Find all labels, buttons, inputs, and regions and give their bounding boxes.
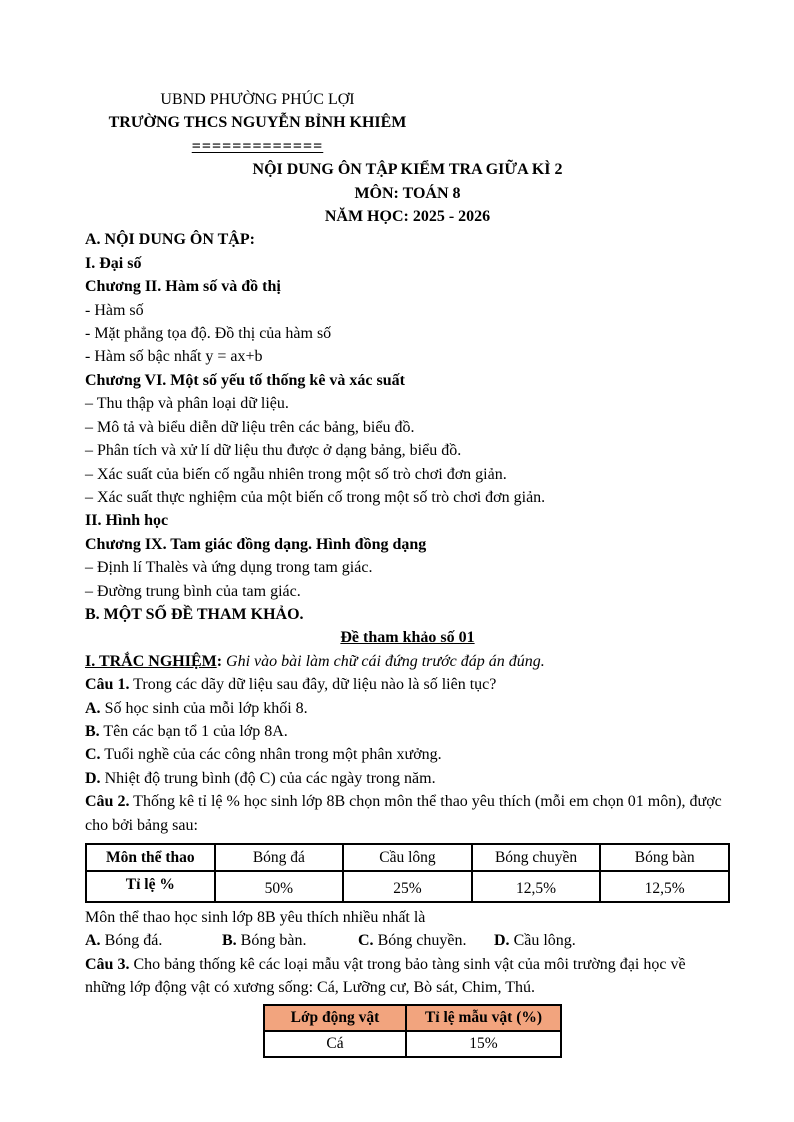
table-row: [264, 1005, 561, 1031]
outline-item: – Phân tích và xử lí dữ liệu thu được ở dạng bảng, biểu đồ.: [85, 442, 462, 460]
part1-instruction: Ghi vào bài làm chữ cái đứng trước đáp án đúng.: [226, 652, 545, 670]
chapter9-heading: Chương IX. Tam giác đồng dạng. Hình đồng dạng: [85, 535, 427, 553]
option-text: Nhiệt độ trung bình (độ C) của các ngày trong năm.: [104, 769, 436, 787]
table-header-cell: Môn thể thao: [86, 844, 215, 871]
table-cell: Bóng chuyền: [472, 844, 601, 871]
question-1: [85, 673, 730, 696]
outline-item: – Thu thập và phân loại dữ liệu.: [85, 395, 289, 413]
document-title: NỘI DUNG ÔN TẬP KIỂM TRA GIỮA KÌ 2: [252, 161, 563, 179]
q1-option-c: [85, 743, 730, 766]
option-label: B.: [85, 722, 100, 740]
q1-option-a: [85, 697, 730, 720]
table-header-cell: Tỉ lệ mẫu vật (%): [406, 1005, 561, 1031]
table-header-cell: Tỉ lệ %: [86, 871, 215, 902]
q2-option-a: [85, 929, 222, 952]
outline-item: - Hàm số bậc nhất y = ax+b: [85, 348, 263, 366]
chapter2-heading: Chương II. Hàm số và đồ thị: [85, 278, 281, 296]
question-1-text: Trong các dãy dữ liệu sau đây, dữ liệu nào là số liên tục?: [133, 676, 497, 694]
q2-option-c: [358, 929, 494, 952]
q1-option-b: [85, 720, 730, 743]
table-cell: Bóng đá: [215, 844, 344, 871]
table-cell: Bóng bàn: [600, 844, 729, 871]
table-cell: 50%: [215, 871, 344, 902]
table-cell: 25%: [343, 871, 472, 902]
q1-option-d: [85, 767, 730, 790]
option-text: Bóng chuyền.: [377, 932, 467, 950]
outline-item: - Hàm số: [85, 301, 144, 319]
part1-colon: :: [216, 652, 223, 670]
table-cell: 15%: [406, 1031, 561, 1057]
header-separator: =============: [191, 137, 324, 155]
geometry-heading: II. Hình học: [85, 512, 169, 530]
table-cell: Cầu lông: [343, 844, 472, 871]
exam-title: [85, 626, 730, 649]
school-year-line: NĂM HỌC: 2025 - 2026: [324, 208, 491, 226]
algebra-heading: I. Đại số: [85, 254, 142, 272]
table-row: [264, 1031, 561, 1057]
table-row: [86, 844, 729, 871]
table-header-cell: Lớp động vật: [264, 1005, 406, 1031]
section-a-heading: A. NỘI DUNG ÔN TẬP:: [85, 231, 255, 249]
q2-option-b: [222, 929, 358, 952]
q2-option-d: [494, 929, 576, 952]
question-3-label: Câu 3.: [85, 955, 130, 973]
outline-item: – Xác suất của biến cố ngẫu nhiên trong một số trò chơi đơn giản.: [85, 465, 507, 483]
sport-ratio-table: [85, 843, 730, 903]
table-cell: 12,5%: [472, 871, 601, 902]
option-text: Tên các bạn tổ 1 của lớp 8A.: [103, 722, 288, 740]
question-2-label: Câu 2.: [85, 793, 130, 811]
option-label: D.: [494, 932, 510, 950]
chapter6-heading: Chương VI. Một số yếu tố thống kê và xác suất: [85, 371, 405, 389]
table-cell: 12,5%: [600, 871, 729, 902]
document-title-block: [85, 158, 730, 228]
part1-heading: [85, 650, 730, 673]
section-b-heading: B. MỘT SỐ ĐỀ THAM KHẢO.: [85, 605, 304, 623]
option-label: B.: [222, 932, 237, 950]
exam-title-text: Đề tham khảo số 01: [340, 629, 475, 647]
outline-item: – Xác suất thực nghiệm của một biến cố trong một số trò chơi đơn giản.: [85, 488, 546, 506]
option-text: Bóng đá.: [104, 932, 163, 950]
option-text: Cầu lông.: [513, 932, 576, 950]
question-2-text: Thống kê tỉ lệ % học sinh lớp 8B chọn môn thể thao yêu thích (mỗi em chọn 01 môn), được cho bởi bảng sau:: [85, 793, 722, 834]
outline-item: – Định lí Thalès và ứng dụng trong tam giác.: [85, 559, 373, 577]
outline-item: – Mô tả và biểu diễn dữ liệu trên các bảng, biểu đồ.: [85, 418, 415, 436]
specimen-table: [263, 1004, 562, 1058]
subject-line: MÔN: TOÁN 8: [354, 184, 461, 202]
org-name-line1: UBND PHƯỜNG PHÚC LỢI: [160, 91, 355, 108]
table-cell: Cá: [264, 1031, 406, 1057]
option-label: C.: [358, 932, 374, 950]
option-text: Tuổi nghề của các công nhân trong một phân xưởng.: [104, 746, 442, 764]
option-label: A.: [85, 932, 101, 950]
org-name-line2: TRƯỜNG THCS NGUYỄN BỈNH KHIÊM: [108, 114, 407, 132]
option-label: A.: [85, 699, 101, 717]
part1-label: I. TRẮC NGHIỆM: [85, 652, 217, 670]
option-text: Số học sinh của mỗi lớp khối 8.: [104, 699, 308, 717]
option-label: D.: [85, 769, 101, 787]
outline-item: – Đường trung bình của tam giác.: [85, 582, 301, 600]
outline-item: - Mặt phẳng tọa độ. Đồ thị của hàm số: [85, 325, 332, 343]
table-row: [86, 871, 729, 902]
option-label: C.: [85, 746, 101, 764]
question-2: [85, 790, 730, 837]
question-3: [85, 953, 730, 1000]
question-3-text: Cho bảng thống kê các loại mẫu vật trong bảo tàng sinh vật của môi trường đại học về những lớp động vật có xương sống: Cá, Lưỡng cư, Bò sát, Chim, Thú.: [85, 955, 686, 997]
q2-options-row: [85, 929, 730, 952]
question-1-label: Câu 1.: [85, 676, 130, 694]
option-text: Bóng bàn.: [240, 932, 307, 950]
q2-question-line: Môn thể thao học sinh lớp 8B yêu thích nhiều nhất là: [85, 909, 426, 926]
school-header: [85, 88, 430, 158]
